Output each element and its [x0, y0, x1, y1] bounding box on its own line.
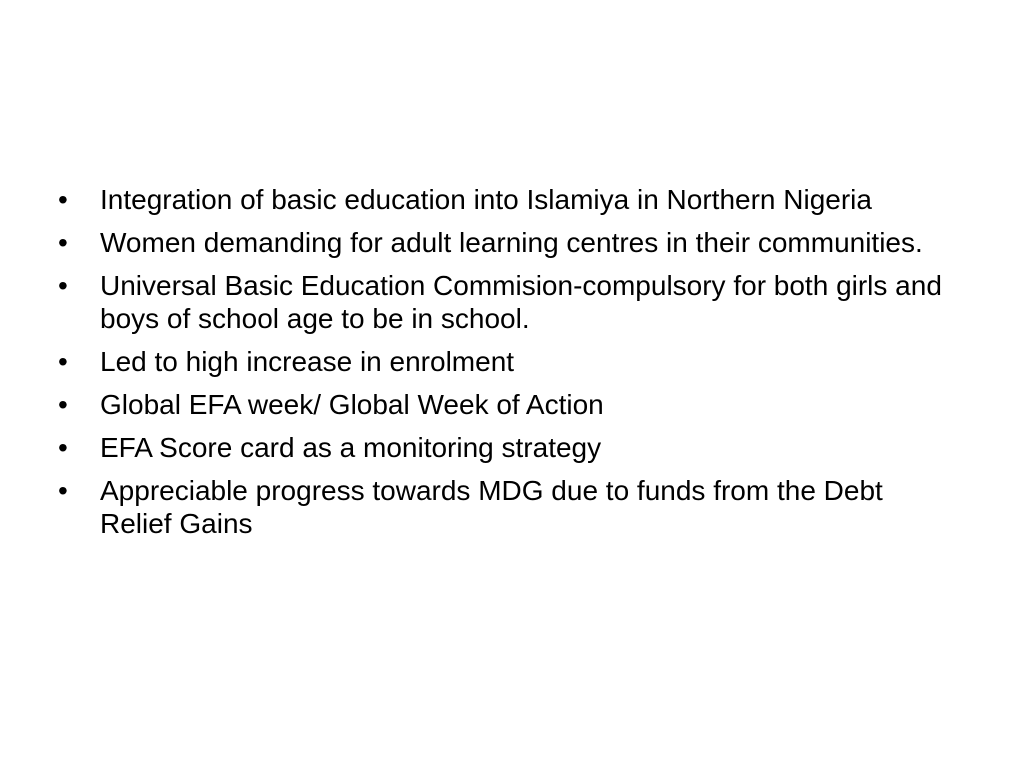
- bullet-item: [58, 183, 958, 216]
- bullet-list: [58, 183, 958, 550]
- bullet-text: Universal Basic Education Commision-compulsory for both girls and boys of school age to be in school.: [100, 270, 942, 334]
- bullet-icon: •: [58, 475, 68, 506]
- bullet-text: Appreciable progress towards MDG due to funds from the Debt Relief Gains: [100, 475, 883, 539]
- bullet-icon: •: [58, 432, 68, 463]
- bullet-text: EFA Score card as a monitoring strategy: [100, 432, 602, 463]
- bullet-item: [58, 474, 958, 540]
- bullet-icon: •: [58, 227, 68, 258]
- bullet-item: [58, 226, 958, 259]
- bullet-item: [58, 431, 958, 464]
- bullet-icon: •: [58, 346, 68, 377]
- bullet-text: Led to high increase in enrolment: [100, 346, 515, 377]
- bullet-text: Integration of basic education into Islamiya in Northern Nigeria: [100, 184, 872, 215]
- bullet-item: [58, 269, 958, 335]
- bullet-item: [58, 345, 958, 378]
- bullet-icon: •: [58, 184, 68, 215]
- bullet-text: Women demanding for adult learning centres in their communities.: [100, 227, 923, 258]
- bullet-item: [58, 388, 958, 421]
- bullet-icon: •: [58, 389, 68, 420]
- bullet-icon: •: [58, 270, 68, 301]
- bullet-text: Global EFA week/ Global Week of Action: [100, 389, 604, 420]
